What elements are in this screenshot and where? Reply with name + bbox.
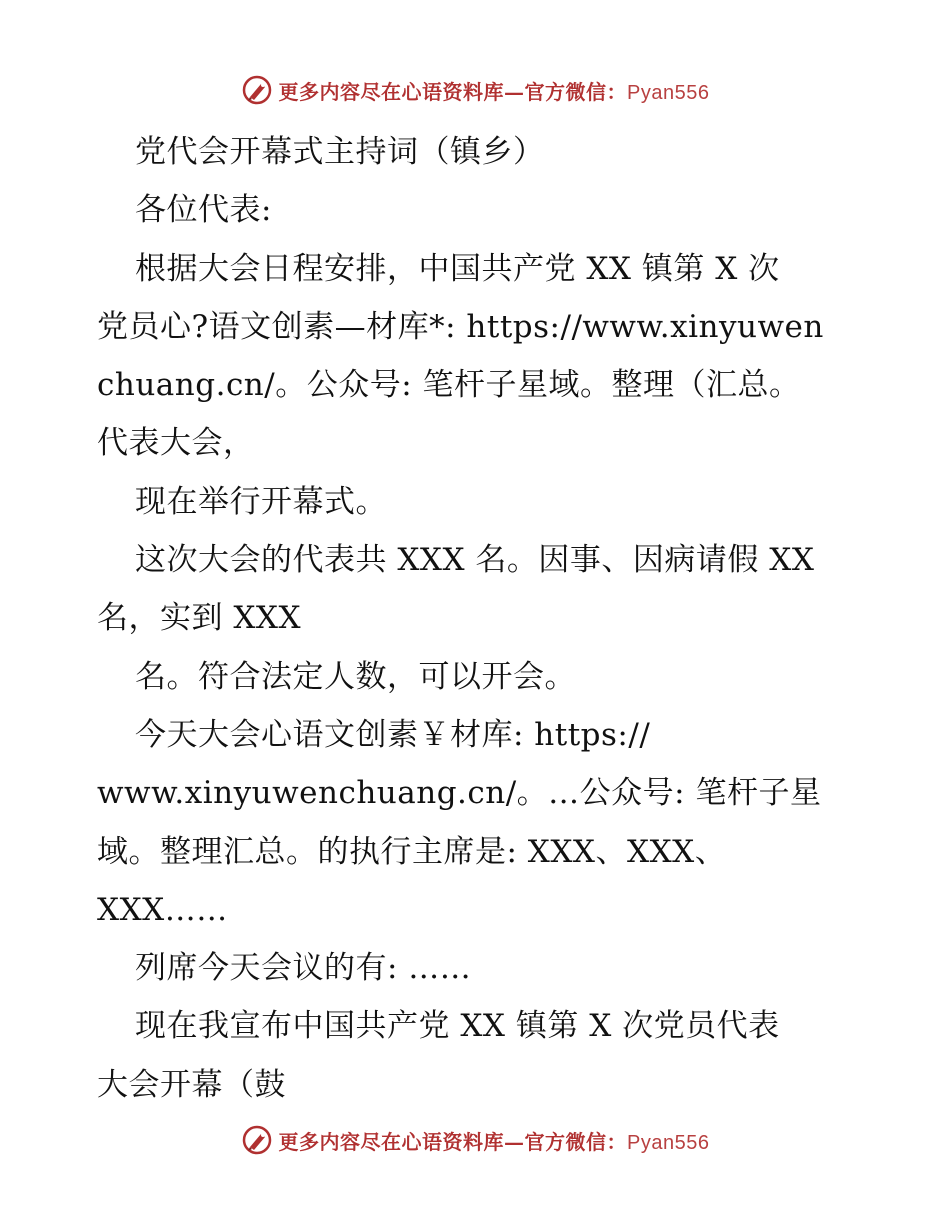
pen-logo-icon [241,1124,273,1156]
paragraph-line: 这次大会的代表共 XXX 名。因事、因病请假 XX [135,542,815,579]
watermark-account: Pyan556 [627,81,710,104]
paragraph-line: 党员心?语文创素—材库*: https://www.xinyuwen [97,308,824,345]
paragraph-line: XXX…… [97,891,228,928]
paragraph-line: 现在我宣布中国共产党 XX 镇第 X 次党员代表 [135,1008,780,1045]
watermark-account: Pyan556 [627,1131,710,1154]
pen-logo-icon [241,74,273,106]
document-body [97,123,857,1114]
watermark-text: 更多内容尽在心语资料库—官方微信：Pyan556 [278,79,710,104]
paragraph-line: 名，实到 XXX [97,600,302,637]
paragraph-line: 名。符合法定人数，可以开会。 [135,658,576,695]
watermark-text: 更多内容尽在心语资料库—官方微信：Pyan556 [278,1129,710,1154]
paragraph-line: 域。整理汇总。的执行主席是: XXX、XXX、 [97,833,727,870]
paragraph-line: 今天大会心语文创素￥材库: https:// [135,716,651,753]
paragraph-line: 现在举行开幕式。 [135,483,387,520]
paragraph-line: www.xinyuwenchuang.cn/。…公众号: 笔杆子星 [97,775,822,812]
paragraph-line: 列席今天会议的有: …… [135,950,472,987]
document-title: 党代会开幕式主持词（镇乡） [135,134,545,170]
paragraph-line: 大会开幕（鼓 [97,1066,286,1103]
paragraph-line: 代表大会， [97,425,255,462]
paragraph-line: chuang.cn/。公众号: 笔杆子星域。整理（汇总。 [97,367,801,404]
salutation: 各位代表: [135,192,272,229]
footer-watermark [0,1120,950,1160]
header-watermark [0,70,950,110]
paragraph-line: 根据大会日程安排，中国共产党 XX 镇第 X 次 [135,250,780,287]
